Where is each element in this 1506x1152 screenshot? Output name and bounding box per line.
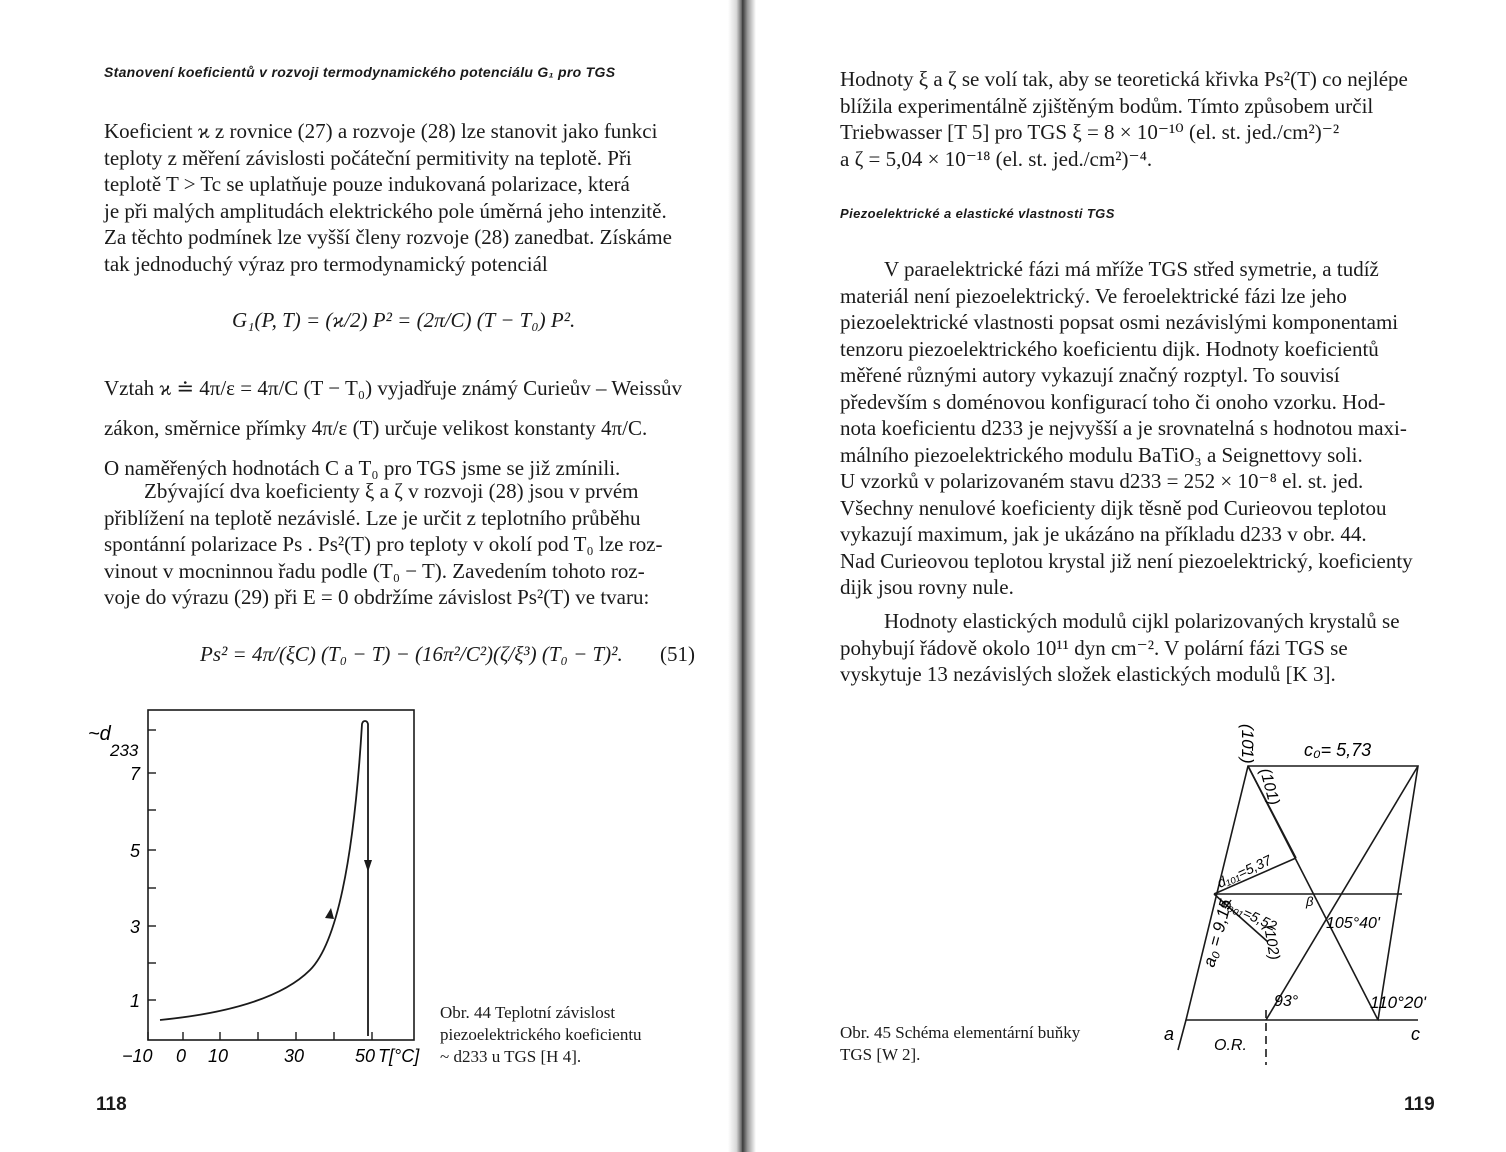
page-number: 118	[96, 1094, 127, 1115]
y-axis-label: ~d	[88, 723, 111, 745]
text-line: měřené různými autory vykazují značný rozptyl. To souvisí	[840, 363, 1340, 387]
x-tick-label: 10	[208, 1046, 229, 1066]
label-angle-1: 105°40'	[1326, 915, 1380, 932]
book-gutter	[728, 0, 756, 1152]
x-tick-label: −10	[122, 1046, 153, 1066]
text-line: O naměřených hodnotách C a T₀ pro TGS jsme se již zmínili.	[104, 456, 621, 480]
right-page	[756, 0, 1506, 1152]
unit-cell-outline	[1186, 766, 1418, 1020]
label-101bar: (10̄1)	[1238, 724, 1257, 764]
text-line: Hodnoty elastických modulů cijkl polarizovaných krystalů se	[884, 609, 1400, 633]
text-line: U vzorků v polarizovaném stavu d233 = 252 × 10⁻⁸ el. st. jed.	[840, 469, 1364, 493]
text-line: teplotě T > Tc se uplatňuje pouze indukovaná polarizace, která	[104, 172, 630, 196]
label-102: (102)	[1260, 923, 1283, 962]
caption-line: piezoelektrického koeficientu	[440, 1025, 642, 1044]
text-line: V paraelektrické fázi má mříže TGS střed symetrie, a tudíž	[884, 257, 1379, 281]
label-angle-3: 110°20'	[1370, 993, 1427, 1012]
y-tick-labels	[130, 764, 141, 1011]
figure-44-caption	[440, 1002, 680, 1068]
text-line: blížila experimentálně zjištěným bodům. Tímto způsobem určil	[840, 93, 1374, 118]
text-line: nota koeficientu d233 je nejvyšší a je srovnatelná s hodnotou maxi-	[840, 416, 1407, 440]
text-line: Hodnoty ξ a ζ se volí tak, aby se teoretická křivka Ps²(T) co nejlépe	[840, 67, 1408, 91]
y-tick-label: 5	[130, 841, 141, 861]
text-line: vyskytuje 13 nezávislých složek elastických modulů [K 3].	[840, 662, 1336, 686]
text-line: Zbývající dva koeficienty ξ a ζ v rozvoji (28) jsou v prvém	[144, 479, 639, 503]
x-ticks	[148, 1032, 372, 1040]
label-d101: d₁₀₁=5,37	[1214, 851, 1274, 891]
x-tick-label: 30	[284, 1046, 305, 1066]
text-line: zákon, směrnice přímky 4π/ε (T) určuje velikost konstanty 4π/C.	[104, 416, 648, 440]
label-or: O.R.	[1214, 1037, 1247, 1054]
text-line: Vztah ϰ ≐ 4π/ε = 4π/C (T − T₀) vyjadřuje známý Curieův – Weissův	[104, 376, 683, 400]
paragraph-2	[840, 256, 1436, 601]
caption-line: Obr. 45 Schéma elementární buňky	[840, 1023, 1081, 1042]
left-page	[0, 0, 728, 1152]
y-tick-label: 7	[130, 764, 141, 784]
label-beta: β	[1306, 894, 1314, 909]
text-line: piezoelektrické vlastnosti popsat osmi nezávislými komponentami	[840, 310, 1399, 334]
caption-line: Obr. 44 Teplotní závislost	[440, 1003, 616, 1022]
text-line: spontánní polarizace Ps . Ps²(T) pro teploty v okolí pod T₀ lze roz-	[104, 532, 663, 556]
label-a0: a₀ = 9,15	[1199, 897, 1236, 970]
text-line: Za těchto podmínek lze vyšší členy rozvoje (28) zanedbat. Získáme	[104, 225, 672, 249]
x-tick-labels	[122, 1046, 375, 1066]
caption-line: TGS [W 2].	[840, 1045, 921, 1064]
axis-line	[1178, 1020, 1186, 1050]
text-line: voje do výrazu (29) při E = 0 obdržíme závislost Ps²(T) ve tvaru:	[104, 585, 650, 609]
y-ticks	[148, 730, 156, 1000]
paragraph-1	[104, 118, 696, 277]
x-axis-label: T[°C]	[378, 1046, 420, 1066]
x-tick-label: 50	[355, 1046, 376, 1066]
heating-arrow	[325, 908, 334, 919]
text-line: Všechny nenulové koeficienty dijk těsně pod Curieovou teplotou	[840, 495, 1387, 520]
text-line: především s doménovou konfigurací toho či onoho vzorku. Hod-	[840, 389, 1386, 414]
figure-45-unit-cell	[1156, 710, 1456, 1080]
figure-44-plot	[80, 700, 460, 1080]
text-line: přiblížení na teplotě nezávislé. Lze je určit z teplotního průběhu	[104, 505, 641, 530]
paragraph-3	[840, 608, 1436, 688]
text-line: málního piezoelektrického modulu BaTiO₃ a Seignettovy soli.	[840, 442, 1363, 467]
text-line: Koeficient ϰ z rovnice (27) a rozvoje (28) lze stanovit jako funkci	[104, 119, 658, 143]
text-line: tenzoru piezoelektrického koeficientu dijk. Hodnoty koeficientů	[840, 336, 1379, 361]
label-a-axis: a	[1164, 1024, 1175, 1044]
label-angle-2: 93°	[1274, 993, 1299, 1010]
d233-curve	[160, 721, 368, 1036]
text-line: vykazují maximum, jak je ukázáno na příkladu d233 v obr. 44.	[840, 522, 1367, 546]
text-line: materiál není piezoelektrický. Ve feroelektrické fázi lze jeho	[840, 283, 1347, 308]
paragraph-3	[104, 478, 696, 611]
equation-number: (51)	[660, 642, 695, 666]
paragraph-1	[840, 66, 1436, 172]
text-line: pohybují řádově okolo 10¹¹ dyn cm⁻². V polární fázi TGS se	[840, 635, 1348, 660]
text-line: a ζ = 5,04 × 10⁻¹⁸ (el. st. jed./cm²)⁻⁴.	[840, 146, 1153, 171]
text-line: Nad Curieovou teplotou krystal již není piezoelektrický, koeficienty	[840, 548, 1413, 573]
diagonal-line	[1266, 766, 1418, 1020]
figure-45-caption	[840, 1022, 1140, 1066]
text-line: tak jednoduchý výraz pro termodynamický potenciál	[104, 251, 548, 276]
label-d001: d₀₀₁=5,52	[1218, 894, 1280, 934]
text-line: dijk jsou rovny nule.	[840, 575, 1014, 599]
formula-ps2: Ps² = 4π/(ξC) (T₀ − T) − (16π²/C²)(ζ/ξ³) (T₀ − T)².	[200, 642, 623, 666]
page-number: 119	[1404, 1094, 1435, 1115]
paragraph-2	[104, 368, 696, 488]
label-c0: c₀= 5,73	[1304, 740, 1372, 760]
y-tick-label: 1	[130, 991, 141, 1011]
text-line: Triebwasser [T 5] pro TGS ξ = 8 × 10⁻¹⁰ (el. st. jed./cm²)⁻²	[840, 120, 1340, 144]
cooling-arrow	[364, 860, 372, 872]
section-title: Piezoelektrické a elastické vlastnosti TGS	[840, 206, 1115, 221]
x-tick-label: 0	[176, 1046, 187, 1066]
text-line: vinout v mocninnou řadu podle (T₀ − T). Zavedením tohoto roz-	[104, 558, 645, 583]
y-tick-label: 3	[130, 917, 141, 937]
text-line: je při malých amplitudách elektrického pole úměrná jeho intenzitě.	[104, 198, 667, 223]
formula-g1: G₁(P, T) = (ϰ/2) P² = (2π/C) (T − T₀) P².	[232, 308, 576, 332]
y-axis-label-sub: 233	[110, 741, 139, 760]
caption-line: ~ d233 u TGS [H 4].	[440, 1047, 582, 1066]
text-line: teploty z měření závislosti počáteční permitivity na teplotě. Při	[104, 145, 632, 170]
label-101: (101)	[1256, 766, 1283, 808]
label-c-axis: c	[1411, 1024, 1420, 1044]
running-head: Stanovení koeficientů v rozvoji termodynamického potenciálu G₁ pro TGS	[104, 64, 616, 80]
